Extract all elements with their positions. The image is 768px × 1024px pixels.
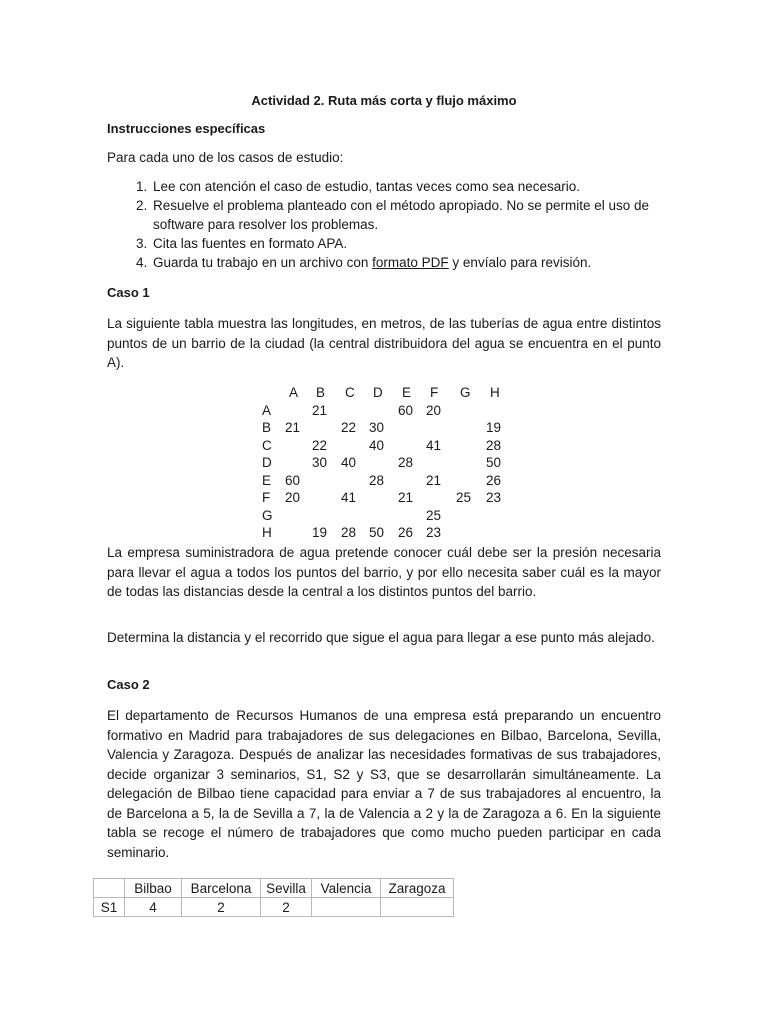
matrix-cell: 28	[398, 455, 414, 470]
matrix-cell: 40	[341, 455, 357, 470]
matrix-col-header: A	[289, 385, 299, 400]
matrix-cell: 21	[312, 402, 328, 418]
matrix-col-header: G	[460, 385, 471, 400]
matrix-cell: 20	[285, 490, 301, 505]
matrix-cell: 28	[486, 437, 502, 453]
matrix-row-header: A	[262, 402, 272, 418]
matrix-cell: 28	[369, 472, 385, 488]
list-item: 3. Cita las fuentes en formato APA.	[151, 234, 661, 253]
matrix-col-header: F	[430, 385, 439, 400]
case1-paragraph-3: Determina la distancia y el recorrido que sigue el agua para llegar a ese punto más alejado.	[107, 630, 655, 645]
case1-paragraph-2: La empresa suministradora de agua pretende conocer cuál debe ser la presión necesaria para llevar el agua a todos los puntos del barrio, y por ello necesita saber cuál es la mayor de todas las distancias desde la central a los distintos puntos del barrio.	[107, 545, 661, 599]
matrix-col-header: C	[345, 385, 355, 400]
matrix-cell: 21	[285, 420, 301, 435]
matrix-cell: 41	[426, 437, 442, 453]
instructions-intro: Para cada uno de los casos de estudio:	[107, 150, 344, 165]
steps-list	[107, 177, 661, 272]
matrix-cell: 22	[341, 420, 357, 435]
case2-heading: Caso 2	[107, 677, 150, 692]
matrix-cell: 26	[486, 472, 502, 488]
matrix-row-header: H	[262, 525, 272, 540]
matrix-row-header: B	[262, 420, 272, 435]
matrix-row-header: G	[262, 507, 273, 523]
matrix-cell: 25	[426, 507, 442, 523]
matrix-row-header: D	[262, 455, 272, 470]
matrix-cell: 28	[341, 525, 357, 540]
case2-paragraph: El departamento de Recursos Humanos de una empresa está preparando un encuentro formativo en Madrid para trabajadores de sus delegaciones en Bilbao, Barcelona, Sevilla, Valencia y Zaragoza. Después de analizar las necesidades formativas de sus trabajadores, decide organizar 3 seminarios, S1, S2 y S3, que se desarrollarán simultáneamente. La delegación de Bilbao tiene capacidad para enviar a 7 de sus trabajadores al encuentro, la de Barcelona a 5, la de Sevilla a 7, la de Valencia a 2 y la de Zaragoza a 6. En la siguiente tabla se recoge el número de trabajadores que como mucho pueden participar en cada seminario.	[107, 708, 661, 860]
table-header-row: Bilbao Barcelona Sevilla Valencia Zaragoza	[94, 879, 454, 898]
matrix-cell: 22	[312, 437, 328, 453]
matrix-cell: 23	[426, 525, 442, 540]
matrix-cell: 21	[398, 490, 414, 505]
matrix-row-header: E	[262, 472, 272, 488]
matrix-col-header: D	[373, 385, 383, 400]
matrix-cell: 19	[312, 525, 328, 540]
matrix-cell: 50	[486, 455, 502, 470]
pdf-format-link[interactable]: formato PDF	[372, 255, 449, 270]
matrix-row-header: F	[262, 490, 271, 505]
matrix-cell: 20	[426, 402, 442, 418]
seminar-table	[93, 878, 454, 917]
matrix-cell: 60	[398, 402, 414, 418]
list-item: 1. Lee con atención el caso de estudio, tantas veces como sea necesario.	[151, 177, 661, 196]
instructions-heading: Instrucciones específicas	[107, 121, 266, 136]
case1-heading: Caso 1	[107, 285, 150, 300]
case1-intro: La siguiente tabla muestra las longitudes, en metros, de las tuberías de agua entre distintos puntos de un barrio de la ciudad (la central distribuidora del agua se encuentra en el punto A).	[107, 316, 661, 370]
table-row: S1 4 2 2	[94, 898, 454, 917]
matrix-cell: 26	[398, 525, 414, 540]
matrix-col-header: B	[316, 385, 326, 400]
matrix-cell: 19	[486, 420, 502, 435]
matrix-cell: 30	[312, 455, 328, 470]
matrix-cell: 41	[341, 490, 357, 505]
matrix-cell: 21	[426, 472, 442, 488]
matrix-cell: 60	[285, 472, 301, 488]
matrix-cell: 30	[369, 420, 385, 435]
document-title: Actividad 2. Ruta más corta y flujo máximo	[251, 93, 517, 108]
list-item: 4. Guarda tu trabajo en un archivo con formato PDF y envíalo para revisión.	[151, 253, 661, 272]
matrix-row-header: C	[262, 437, 272, 453]
list-item: 2. Resuelve el problema planteado con el método apropiado. No se permite el uso de software para resolver los problemas.	[151, 196, 661, 234]
matrix-col-header: H	[490, 385, 500, 400]
matrix-col-header: E	[402, 385, 412, 400]
matrix-cell: 25	[456, 490, 472, 505]
matrix-cell: 50	[369, 525, 385, 540]
matrix-cell: 23	[486, 490, 502, 505]
matrix-cell: 40	[369, 437, 385, 453]
